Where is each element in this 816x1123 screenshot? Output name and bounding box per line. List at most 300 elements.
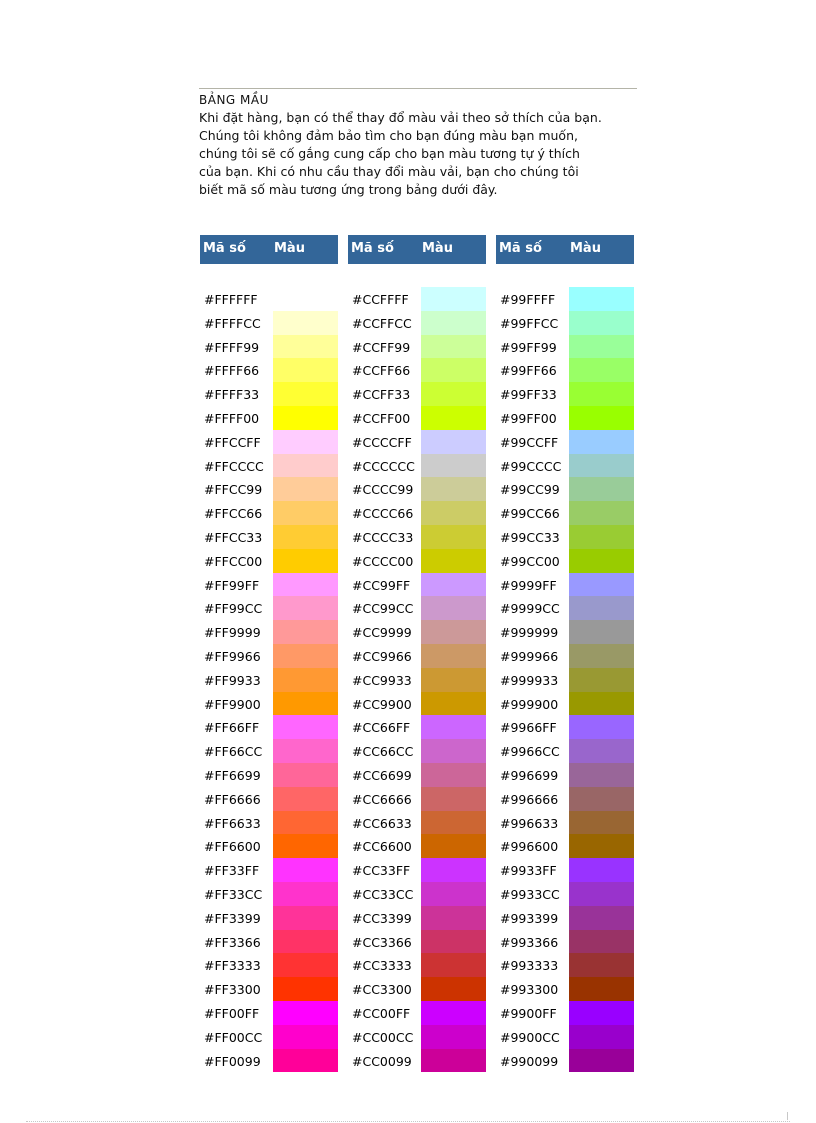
color-row (348, 644, 486, 668)
color-row (348, 858, 486, 882)
color-row (496, 620, 634, 644)
color-code: #996666 (500, 791, 559, 807)
color-swatch (273, 406, 338, 430)
color-row (200, 763, 338, 787)
color-swatch (569, 311, 634, 335)
color-swatch (569, 573, 634, 597)
color-code: #FF00FF (204, 1005, 260, 1021)
color-row (200, 501, 338, 525)
intro-title: BẢNG MẦU (199, 93, 269, 107)
color-row (496, 644, 634, 668)
color-row (200, 644, 338, 668)
color-code: #CCCCCC (352, 458, 415, 474)
header-code-label: Mã số (203, 241, 246, 256)
color-row (348, 787, 486, 811)
column-header (348, 235, 486, 264)
color-code: #CC3366 (352, 934, 412, 950)
color-row (496, 406, 634, 430)
color-row (348, 525, 486, 549)
color-rows (348, 287, 486, 1072)
color-swatch (421, 335, 486, 359)
color-swatch (273, 430, 338, 454)
color-code: #FF99FF (204, 577, 260, 593)
color-code: #FFFF66 (204, 363, 260, 379)
color-swatch (273, 930, 338, 954)
color-swatch (273, 1001, 338, 1025)
color-row (200, 668, 338, 692)
color-swatch (569, 977, 634, 1001)
intro-line: của bạn. Khi có nhu cầu thay đổi màu vải, bạn cho chúng tôi (199, 164, 579, 179)
color-code: #CC66FF (352, 720, 411, 736)
color-row (348, 573, 486, 597)
color-row (200, 287, 338, 311)
color-swatch (273, 525, 338, 549)
color-swatch (273, 596, 338, 620)
color-row (348, 668, 486, 692)
color-row (200, 382, 338, 406)
color-swatch (421, 763, 486, 787)
color-code: #FFFFFF (204, 292, 258, 307)
color-code: #999933 (500, 672, 559, 688)
color-code: #FF33FF (204, 863, 260, 879)
color-code: #FFCC00 (204, 553, 263, 569)
color-row (348, 477, 486, 501)
color-code: #99CCFF (500, 434, 559, 450)
header-color-label: Màu (422, 241, 453, 256)
color-row (200, 1049, 338, 1073)
color-code: #FF6600 (204, 839, 261, 855)
color-code: #FF6699 (204, 767, 261, 783)
color-code: #FFFF33 (204, 387, 260, 403)
color-code: #CCFF66 (352, 363, 411, 379)
color-row (496, 739, 634, 763)
color-swatch (421, 382, 486, 406)
color-row (200, 834, 338, 858)
color-swatch (273, 573, 338, 597)
color-row (496, 787, 634, 811)
color-swatch (569, 335, 634, 359)
color-code: #990099 (500, 1053, 559, 1069)
color-code: #CC6699 (352, 767, 412, 783)
color-code: #996699 (500, 767, 559, 783)
color-row (348, 454, 486, 478)
color-row (200, 311, 338, 335)
color-row (496, 525, 634, 549)
color-swatch (569, 1049, 634, 1073)
color-row (496, 573, 634, 597)
color-swatch (273, 882, 338, 906)
color-code: #CCCC00 (352, 553, 414, 569)
color-swatch (273, 549, 338, 573)
color-code: #CCFFCC (352, 315, 412, 331)
color-code: #993399 (500, 910, 559, 926)
color-swatch (421, 834, 486, 858)
color-code: #FFFF99 (204, 339, 260, 355)
color-code: #99CC66 (500, 506, 560, 522)
color-swatch (421, 977, 486, 1001)
color-swatch (273, 715, 338, 739)
color-swatch (421, 573, 486, 597)
color-code: #FFFF00 (204, 410, 260, 426)
color-swatch (421, 692, 486, 716)
color-code: #FF9999 (204, 625, 261, 641)
color-swatch (569, 358, 634, 382)
color-swatch (273, 477, 338, 501)
color-row (496, 596, 634, 620)
color-row (496, 858, 634, 882)
color-swatch (569, 454, 634, 478)
color-code: #9900CC (500, 1029, 560, 1045)
color-code: #CCFF33 (352, 387, 411, 403)
color-swatch (569, 930, 634, 954)
color-code: #FF99CC (204, 601, 263, 617)
color-code: #CC3333 (352, 958, 412, 974)
color-code: #CCCC33 (352, 529, 414, 545)
color-swatch (273, 668, 338, 692)
color-row (200, 525, 338, 549)
color-row (348, 811, 486, 835)
color-code: #CC00CC (352, 1029, 414, 1045)
color-swatch (273, 953, 338, 977)
color-swatch (569, 620, 634, 644)
color-code: #99FFCC (500, 315, 559, 331)
color-row (200, 430, 338, 454)
color-row (496, 953, 634, 977)
color-swatch (273, 787, 338, 811)
color-swatch (569, 549, 634, 573)
color-swatch (421, 668, 486, 692)
color-row (496, 287, 634, 311)
color-row (200, 715, 338, 739)
color-swatch (421, 644, 486, 668)
color-row (200, 549, 338, 573)
intro-line: biết mã số màu tương ứng trong bảng dưới đây. (199, 182, 498, 197)
color-swatch (421, 596, 486, 620)
color-row (496, 501, 634, 525)
color-swatch (569, 477, 634, 501)
color-code: #CCCC99 (352, 482, 414, 498)
color-swatch (421, 549, 486, 573)
color-swatch (273, 1049, 338, 1073)
page-corner-mark (787, 1112, 796, 1120)
color-code: #FFCC99 (204, 482, 263, 498)
color-row (348, 1001, 486, 1025)
color-row (348, 311, 486, 335)
color-code: #999900 (500, 696, 559, 712)
color-swatch (569, 906, 634, 930)
color-swatch (273, 644, 338, 668)
color-code: #9933CC (500, 886, 560, 902)
color-row (200, 620, 338, 644)
color-swatch (421, 287, 486, 311)
color-code: #CC9900 (352, 696, 412, 712)
color-row (348, 882, 486, 906)
color-row (200, 406, 338, 430)
color-swatch (569, 1025, 634, 1049)
color-row (200, 739, 338, 763)
color-row (200, 335, 338, 359)
color-row (496, 549, 634, 573)
color-row (200, 906, 338, 930)
color-row (348, 549, 486, 573)
color-code: #FF3366 (204, 934, 261, 950)
color-code: #99CC99 (500, 482, 560, 498)
color-code: #CC9933 (352, 672, 412, 688)
color-row (200, 811, 338, 835)
header-code-label: Mã số (499, 241, 542, 256)
color-code: #FF9966 (204, 648, 261, 664)
color-swatch (569, 763, 634, 787)
color-swatch (569, 882, 634, 906)
top-divider (199, 88, 637, 89)
color-swatch (421, 906, 486, 930)
intro-line: Chúng tôi không đảm bảo tìm cho bạn đúng màu bạn muốn, (199, 128, 578, 143)
color-code: #CC99FF (352, 577, 411, 593)
color-swatch (273, 858, 338, 882)
color-swatch (421, 1025, 486, 1049)
color-code: #FFFFCC (204, 315, 261, 331)
color-swatch (273, 1025, 338, 1049)
color-row (496, 454, 634, 478)
color-code: #FFCC33 (204, 529, 263, 545)
color-row (496, 692, 634, 716)
color-swatch (273, 692, 338, 716)
color-code: #99CC00 (500, 553, 560, 569)
intro-line: chúng tôi sẽ cố gắng cung cấp cho bạn màu tương tự ý thích (199, 146, 580, 161)
color-code: #9933FF (500, 863, 557, 879)
color-swatch (421, 501, 486, 525)
color-rows (496, 287, 634, 1072)
color-swatch (273, 739, 338, 763)
color-code: #FFCC66 (204, 506, 263, 522)
color-code: #CC9999 (352, 625, 412, 641)
page-bottom-border (26, 1121, 790, 1122)
color-swatch (421, 715, 486, 739)
color-row (348, 501, 486, 525)
color-swatch (421, 406, 486, 430)
color-code: #CC0099 (352, 1053, 412, 1069)
color-swatch (569, 953, 634, 977)
color-swatch (273, 335, 338, 359)
color-code: #CC00FF (352, 1005, 411, 1021)
color-swatch (273, 454, 338, 478)
color-code: #CCCC66 (352, 506, 414, 522)
color-row (348, 620, 486, 644)
color-swatch (273, 382, 338, 406)
color-code: #CC66CC (352, 744, 414, 760)
color-code: #CC3399 (352, 910, 412, 926)
color-row (496, 906, 634, 930)
color-row (496, 1001, 634, 1025)
color-swatch (569, 1001, 634, 1025)
color-swatch (273, 620, 338, 644)
color-code: #9966FF (500, 720, 557, 736)
color-code: #CC99CC (352, 601, 414, 617)
color-swatch (273, 906, 338, 930)
color-row (348, 358, 486, 382)
color-row (348, 596, 486, 620)
color-swatch (421, 358, 486, 382)
color-row (348, 287, 486, 311)
color-swatch (569, 834, 634, 858)
color-code: #FF9933 (204, 672, 261, 688)
color-code: #FF9900 (204, 696, 261, 712)
color-code: #CCFF99 (352, 339, 411, 355)
color-row (200, 358, 338, 382)
color-code: #FF6633 (204, 815, 261, 831)
color-row (348, 763, 486, 787)
header-code-label: Mã số (351, 241, 394, 256)
color-code: #CCFF00 (352, 410, 411, 426)
color-swatch (273, 834, 338, 858)
color-swatch (273, 763, 338, 787)
color-code: #CC6600 (352, 839, 412, 855)
color-swatch (273, 977, 338, 1001)
color-code: #CC33CC (352, 886, 414, 902)
color-row (496, 834, 634, 858)
color-code: #9999FF (500, 577, 557, 593)
color-row (496, 382, 634, 406)
color-row (496, 1025, 634, 1049)
color-row (200, 953, 338, 977)
color-row (348, 1049, 486, 1073)
color-code: #99FF33 (500, 387, 557, 403)
color-row (496, 977, 634, 1001)
color-code: #CC3300 (352, 982, 412, 998)
color-code: #FF6666 (204, 791, 261, 807)
color-swatch (569, 692, 634, 716)
color-code: #FFCCCC (204, 458, 264, 474)
header-color-label: Màu (570, 241, 601, 256)
color-code: #99FF00 (500, 410, 557, 426)
color-code: #FF66CC (204, 744, 263, 760)
color-code: #999966 (500, 648, 559, 664)
color-row (348, 906, 486, 930)
color-swatch (569, 668, 634, 692)
color-swatch (569, 787, 634, 811)
color-code: #99FF99 (500, 339, 557, 355)
color-code: #FF33CC (204, 886, 263, 902)
color-code: #FF3333 (204, 958, 261, 974)
color-swatch (569, 287, 634, 311)
color-row (348, 692, 486, 716)
color-row (200, 882, 338, 906)
color-code: #FF66FF (204, 720, 260, 736)
color-swatch (569, 811, 634, 835)
color-swatch (421, 477, 486, 501)
color-row (348, 430, 486, 454)
color-row (496, 1049, 634, 1073)
color-row (200, 977, 338, 1001)
color-code: #FF0099 (204, 1053, 261, 1069)
color-swatch (569, 858, 634, 882)
color-code: #9999CC (500, 601, 560, 617)
color-swatch (421, 311, 486, 335)
color-swatch (569, 739, 634, 763)
color-row (200, 477, 338, 501)
color-row (200, 454, 338, 478)
color-row (200, 858, 338, 882)
color-swatch (273, 501, 338, 525)
color-code: #CC9966 (352, 648, 412, 664)
color-code: #996600 (500, 839, 559, 855)
color-swatch (421, 811, 486, 835)
color-code: #FF3300 (204, 982, 261, 998)
color-code: #9966CC (500, 744, 560, 760)
color-swatch (569, 406, 634, 430)
color-code: #99FFFF (500, 292, 556, 307)
color-swatch (421, 787, 486, 811)
color-row (348, 834, 486, 858)
color-row (496, 358, 634, 382)
color-swatch (569, 596, 634, 620)
color-code: #FFCCFF (204, 434, 261, 450)
color-row (200, 1025, 338, 1049)
color-row (496, 430, 634, 454)
color-swatch (421, 930, 486, 954)
color-code: #993333 (500, 958, 559, 974)
color-row (348, 406, 486, 430)
intro-block (199, 91, 639, 199)
color-code: #993300 (500, 982, 559, 998)
color-swatch (421, 1049, 486, 1073)
color-swatch (421, 882, 486, 906)
color-rows (200, 287, 338, 1072)
color-row (496, 763, 634, 787)
color-row (200, 787, 338, 811)
color-row (348, 1025, 486, 1049)
color-swatch (421, 858, 486, 882)
color-swatch (421, 739, 486, 763)
header-color-label: Màu (274, 241, 305, 256)
color-row (348, 382, 486, 406)
color-code: #99CCCC (500, 458, 562, 474)
color-code: #996633 (500, 815, 559, 831)
color-code: #99FF66 (500, 363, 557, 379)
color-row (348, 715, 486, 739)
color-row (496, 930, 634, 954)
color-swatch (273, 287, 338, 311)
color-swatch (273, 358, 338, 382)
color-swatch (421, 454, 486, 478)
color-code: #FF00CC (204, 1029, 263, 1045)
color-swatch (421, 430, 486, 454)
column-header (496, 235, 634, 264)
color-swatch (569, 715, 634, 739)
color-code: #99CC33 (500, 529, 560, 545)
color-row (496, 882, 634, 906)
color-code: #CC33FF (352, 863, 411, 879)
color-swatch (273, 311, 338, 335)
color-row (496, 811, 634, 835)
color-swatch (569, 525, 634, 549)
color-code: #999999 (500, 625, 559, 641)
color-row (348, 953, 486, 977)
color-row (348, 739, 486, 763)
color-row (496, 335, 634, 359)
color-code: #FF3399 (204, 910, 261, 926)
color-code: #CC6666 (352, 791, 412, 807)
color-code: #9900FF (500, 1005, 557, 1021)
color-code: #CC6633 (352, 815, 412, 831)
column-header (200, 235, 338, 264)
color-row (348, 930, 486, 954)
color-row (200, 930, 338, 954)
color-swatch (421, 1001, 486, 1025)
color-swatch (569, 430, 634, 454)
color-swatch (569, 382, 634, 406)
color-row (496, 668, 634, 692)
